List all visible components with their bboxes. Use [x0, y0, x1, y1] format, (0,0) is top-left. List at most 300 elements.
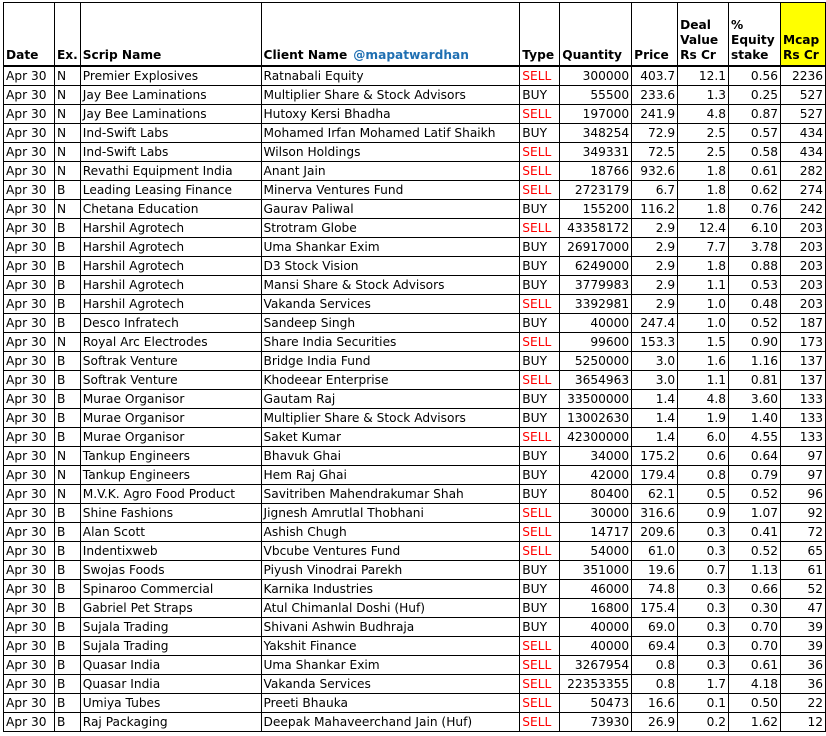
mcap-cell: 137: [780, 352, 825, 371]
exchange-cell: N: [54, 200, 80, 219]
col-header-client-label: Client Name: [263, 48, 348, 62]
client-name-cell: Vbcube Ventures Fund: [261, 542, 520, 561]
type-cell: BUY: [520, 466, 560, 485]
equity-stake-cell: 3.60: [729, 390, 781, 409]
quantity-cell: 3267954: [560, 656, 632, 675]
exchange-cell: N: [54, 333, 80, 352]
scrip-name-cell: Raj Packaging: [80, 713, 261, 732]
deal-value-cell: 6.0: [678, 428, 729, 447]
type-cell: SELL: [520, 295, 560, 314]
mcap-cell: 97: [780, 447, 825, 466]
scrip-name-cell: Softrak Venture: [80, 371, 261, 390]
scrip-name-cell: Spinaroo Commercial: [80, 580, 261, 599]
mcap-cell: 39: [780, 618, 825, 637]
price-cell: 932.6: [632, 162, 678, 181]
deal-value-cell: 0.9: [678, 504, 729, 523]
scrip-name-cell: Harshil Agrotech: [80, 276, 261, 295]
equity-stake-cell: 0.79: [729, 466, 781, 485]
type-cell: BUY: [520, 86, 560, 105]
exchange-cell: B: [54, 257, 80, 276]
date-cell: Apr 30: [4, 599, 55, 618]
exchange-cell: B: [54, 371, 80, 390]
scrip-name-cell: Shine Fashions: [80, 504, 261, 523]
quantity-cell: 40000: [560, 314, 632, 333]
exchange-cell: B: [54, 561, 80, 580]
price-cell: 175.2: [632, 447, 678, 466]
table-row: [4, 447, 826, 466]
mcap-cell: 434: [780, 143, 825, 162]
exchange-cell: N: [54, 466, 80, 485]
price-cell: 16.6: [632, 694, 678, 713]
deal-value-cell: 0.3: [678, 656, 729, 675]
scrip-name-cell: Ind-Swift Labs: [80, 124, 261, 143]
price-cell: 2.9: [632, 238, 678, 257]
table-row: [4, 105, 826, 124]
deal-value-cell: 2.5: [678, 143, 729, 162]
quantity-cell: 22353355: [560, 675, 632, 694]
client-name-cell: Deepak Mahaveerchand Jain (Huf): [261, 713, 520, 732]
price-cell: 2.9: [632, 219, 678, 238]
mcap-cell: 282: [780, 162, 825, 181]
date-cell: Apr 30: [4, 86, 55, 105]
client-name-cell: Saket Kumar: [261, 428, 520, 447]
type-cell: SELL: [520, 333, 560, 352]
client-name-cell: Vakanda Services: [261, 675, 520, 694]
type-cell: SELL: [520, 371, 560, 390]
client-name-cell: Khodeear Enterprise: [261, 371, 520, 390]
table-row: [4, 314, 826, 333]
table-row: [4, 162, 826, 181]
mcap-cell: 527: [780, 105, 825, 124]
type-cell: BUY: [520, 352, 560, 371]
table-row: [4, 276, 826, 295]
quantity-cell: 349331: [560, 143, 632, 162]
exchange-cell: B: [54, 599, 80, 618]
price-cell: 72.5: [632, 143, 678, 162]
table-row: [4, 656, 826, 675]
mcap-cell: 203: [780, 295, 825, 314]
equity-stake-cell: 0.52: [729, 314, 781, 333]
equity-stake-cell: 3.78: [729, 238, 781, 257]
scrip-name-cell: Chetana Education: [80, 200, 261, 219]
quantity-cell: 73930: [560, 713, 632, 732]
table-row: [4, 580, 826, 599]
col-header-exchange: Ex.: [54, 3, 80, 67]
mcap-line2: Rs Cr: [782, 48, 819, 62]
client-name-cell: Anant Jain: [261, 162, 520, 181]
exchange-cell: B: [54, 428, 80, 447]
type-cell: BUY: [520, 276, 560, 295]
mcap-cell: 97: [780, 466, 825, 485]
equity-stake-cell: 0.50: [729, 694, 781, 713]
quantity-cell: 34000: [560, 447, 632, 466]
client-name-cell: Mansi Share & Stock Advisors: [261, 276, 520, 295]
price-cell: 61.0: [632, 542, 678, 561]
client-name-cell: Strotram Globe: [261, 219, 520, 238]
deal-value-cell: 1.6: [678, 352, 729, 371]
type-cell: BUY: [520, 447, 560, 466]
scrip-name-cell: Umiya Tubes: [80, 694, 261, 713]
deal-value-cell: 0.6: [678, 447, 729, 466]
price-cell: 74.8: [632, 580, 678, 599]
scrip-name-cell: Gabriel Pet Straps: [80, 599, 261, 618]
deal-value-cell: 1.8: [678, 181, 729, 200]
exchange-cell: B: [54, 181, 80, 200]
mcap-cell: 36: [780, 656, 825, 675]
type-cell: BUY: [520, 580, 560, 599]
quantity-cell: 16800: [560, 599, 632, 618]
mcap-cell: 203: [780, 219, 825, 238]
price-cell: 19.6: [632, 561, 678, 580]
exchange-cell: B: [54, 295, 80, 314]
exchange-cell: B: [54, 390, 80, 409]
client-name-cell: Shivani Ashwin Budhraja: [261, 618, 520, 637]
price-cell: 2.9: [632, 276, 678, 295]
quantity-cell: 40000: [560, 637, 632, 656]
date-cell: Apr 30: [4, 675, 55, 694]
type-cell: SELL: [520, 504, 560, 523]
quantity-cell: 42300000: [560, 428, 632, 447]
date-cell: Apr 30: [4, 542, 55, 561]
client-name-cell: Hem Raj Ghai: [261, 466, 520, 485]
price-cell: 209.6: [632, 523, 678, 542]
mcap-cell: 47: [780, 599, 825, 618]
table-row: [4, 219, 826, 238]
date-cell: Apr 30: [4, 371, 55, 390]
equity-stake-cell: 0.70: [729, 618, 781, 637]
table-row: [4, 713, 826, 732]
client-name-cell: Minerva Ventures Fund: [261, 181, 520, 200]
deal-value-cell: 0.3: [678, 618, 729, 637]
exchange-cell: B: [54, 713, 80, 732]
equity-stake-cell: 1.07: [729, 504, 781, 523]
date-cell: Apr 30: [4, 485, 55, 504]
scrip-name-cell: Desco Infratech: [80, 314, 261, 333]
type-cell: SELL: [520, 542, 560, 561]
equity-stake-cell: 0.88: [729, 257, 781, 276]
table-row: [4, 675, 826, 694]
scrip-name-cell: Leading Leasing Finance: [80, 181, 261, 200]
price-cell: 247.4: [632, 314, 678, 333]
equity-stake-line2: Equity: [731, 33, 775, 47]
type-cell: SELL: [520, 66, 560, 86]
date-cell: Apr 30: [4, 333, 55, 352]
client-name-cell: Multiplier Share & Stock Advisors: [261, 409, 520, 428]
equity-stake-cell: 4.18: [729, 675, 781, 694]
col-header-price: Price: [632, 3, 678, 67]
deal-value-cell: 2.5: [678, 124, 729, 143]
table-row: [4, 466, 826, 485]
table-row: [4, 637, 826, 656]
mcap-cell: 187: [780, 314, 825, 333]
scrip-name-cell: Ind-Swift Labs: [80, 143, 261, 162]
price-cell: 153.3: [632, 333, 678, 352]
scrip-name-cell: Royal Arc Electrodes: [80, 333, 261, 352]
deal-rows: [4, 66, 826, 732]
quantity-cell: 30000: [560, 504, 632, 523]
date-cell: Apr 30: [4, 143, 55, 162]
deal-value-line3: Rs Cr: [680, 48, 716, 62]
type-cell: SELL: [520, 523, 560, 542]
deal-value-cell: 0.3: [678, 637, 729, 656]
client-name-cell: Multiplier Share & Stock Advisors: [261, 86, 520, 105]
deal-value-cell: 0.5: [678, 485, 729, 504]
deal-value-cell: 1.9: [678, 409, 729, 428]
scrip-name-cell: Murae Organisor: [80, 390, 261, 409]
client-name-cell: D3 Stock Vision: [261, 257, 520, 276]
date-cell: Apr 30: [4, 447, 55, 466]
scrip-name-cell: Quasar India: [80, 675, 261, 694]
mcap-cell: 2236: [780, 66, 825, 86]
quantity-cell: 99600: [560, 333, 632, 352]
equity-stake-cell: 1.40: [729, 409, 781, 428]
date-cell: Apr 30: [4, 105, 55, 124]
price-cell: 175.4: [632, 599, 678, 618]
type-cell: SELL: [520, 694, 560, 713]
type-cell: SELL: [520, 428, 560, 447]
price-cell: 0.8: [632, 675, 678, 694]
table-row: [4, 143, 826, 162]
type-cell: BUY: [520, 238, 560, 257]
deal-value-cell: 12.1: [678, 66, 729, 86]
deal-value-cell: 1.8: [678, 257, 729, 276]
client-name-cell: Atul Chimanlal Doshi (Huf): [261, 599, 520, 618]
deal-value-cell: 7.7: [678, 238, 729, 257]
col-header-date: Date: [4, 3, 55, 67]
table-row: [4, 599, 826, 618]
date-cell: Apr 30: [4, 219, 55, 238]
exchange-cell: B: [54, 542, 80, 561]
type-cell: SELL: [520, 637, 560, 656]
deal-value-cell: 1.8: [678, 200, 729, 219]
deal-value-cell: 1.0: [678, 295, 729, 314]
exchange-cell: B: [54, 314, 80, 333]
scrip-name-cell: Harshil Agrotech: [80, 295, 261, 314]
equity-stake-cell: 0.58: [729, 143, 781, 162]
table-row: [4, 371, 826, 390]
equity-stake-cell: 0.57: [729, 124, 781, 143]
date-cell: Apr 30: [4, 257, 55, 276]
quantity-cell: 6249000: [560, 257, 632, 276]
equity-stake-cell: 0.52: [729, 485, 781, 504]
bulk-deals-table: [3, 2, 826, 732]
scrip-name-cell: Tankup Engineers: [80, 466, 261, 485]
client-name-cell: Wilson Holdings: [261, 143, 520, 162]
table-row: [4, 124, 826, 143]
equity-stake-cell: 0.61: [729, 656, 781, 675]
client-name-cell: Jignesh Amrutlal Thobhani: [261, 504, 520, 523]
quantity-cell: 46000: [560, 580, 632, 599]
date-cell: Apr 30: [4, 124, 55, 143]
quantity-cell: 55500: [560, 86, 632, 105]
quantity-cell: 300000: [560, 66, 632, 86]
mcap-line1: Mcap: [782, 33, 820, 47]
mcap-cell: 72: [780, 523, 825, 542]
scrip-name-cell: Jay Bee Laminations: [80, 86, 261, 105]
table-row: [4, 181, 826, 200]
client-name-cell: Mohamed Irfan Mohamed Latif Shaikh: [261, 124, 520, 143]
mcap-cell: 173: [780, 333, 825, 352]
client-name-cell: Vakanda Services: [261, 295, 520, 314]
type-cell: BUY: [520, 257, 560, 276]
equity-stake-cell: 1.16: [729, 352, 781, 371]
price-cell: 241.9: [632, 105, 678, 124]
client-name-cell: Karnika Industries: [261, 580, 520, 599]
equity-stake-cell: 4.55: [729, 428, 781, 447]
price-cell: 69.0: [632, 618, 678, 637]
mcap-cell: 52: [780, 580, 825, 599]
price-cell: 179.4: [632, 466, 678, 485]
deal-value-cell: 0.7: [678, 561, 729, 580]
quantity-cell: 33500000: [560, 390, 632, 409]
twitter-handle: @mapatwardhan: [353, 48, 469, 62]
price-cell: 0.8: [632, 656, 678, 675]
type-cell: BUY: [520, 390, 560, 409]
quantity-cell: 348254: [560, 124, 632, 143]
mcap-cell: 133: [780, 409, 825, 428]
col-header-type: Type: [520, 3, 560, 67]
deal-value-cell: 0.1: [678, 694, 729, 713]
exchange-cell: N: [54, 485, 80, 504]
deal-value-cell: 0.3: [678, 599, 729, 618]
table-row: [4, 618, 826, 637]
quantity-cell: 42000: [560, 466, 632, 485]
equity-stake-cell: 0.25: [729, 86, 781, 105]
header-row: [4, 3, 826, 67]
type-cell: SELL: [520, 162, 560, 181]
date-cell: Apr 30: [4, 66, 55, 86]
equity-stake-cell: 6.10: [729, 219, 781, 238]
equity-stake-cell: 0.62: [729, 181, 781, 200]
equity-stake-cell: 0.90: [729, 333, 781, 352]
price-cell: 6.7: [632, 181, 678, 200]
table-row: [4, 504, 826, 523]
deal-value-cell: 1.5: [678, 333, 729, 352]
table-row: [4, 333, 826, 352]
exchange-cell: B: [54, 580, 80, 599]
mcap-cell: 203: [780, 238, 825, 257]
deal-value-cell: 0.8: [678, 466, 729, 485]
mcap-cell: 274: [780, 181, 825, 200]
type-cell: BUY: [520, 409, 560, 428]
mcap-cell: 527: [780, 86, 825, 105]
deal-value-cell: 12.4: [678, 219, 729, 238]
exchange-cell: B: [54, 276, 80, 295]
mcap-cell: 39: [780, 637, 825, 656]
date-cell: Apr 30: [4, 580, 55, 599]
table-row: [4, 523, 826, 542]
type-cell: BUY: [520, 200, 560, 219]
col-header-client: [261, 3, 520, 67]
date-cell: Apr 30: [4, 295, 55, 314]
quantity-cell: 3779983: [560, 276, 632, 295]
client-name-cell: Piyush Vinodrai Parekh: [261, 561, 520, 580]
deal-value-line1: Deal: [680, 18, 711, 32]
col-header-scrip: Scrip Name: [80, 3, 261, 67]
table-row: [4, 390, 826, 409]
exchange-cell: B: [54, 618, 80, 637]
mcap-cell: 61: [780, 561, 825, 580]
date-cell: Apr 30: [4, 314, 55, 333]
exchange-cell: B: [54, 409, 80, 428]
exchange-cell: B: [54, 219, 80, 238]
mcap-cell: 133: [780, 428, 825, 447]
client-name-cell: Uma Shankar Exim: [261, 656, 520, 675]
client-name-cell: Yakshit Finance: [261, 637, 520, 656]
quantity-cell: 5250000: [560, 352, 632, 371]
quantity-cell: 155200: [560, 200, 632, 219]
scrip-name-cell: M.V.K. Agro Food Product: [80, 485, 261, 504]
scrip-name-cell: Harshil Agrotech: [80, 219, 261, 238]
quantity-cell: 14717: [560, 523, 632, 542]
exchange-cell: B: [54, 523, 80, 542]
price-cell: 1.4: [632, 390, 678, 409]
mcap-cell: 96: [780, 485, 825, 504]
table-row: [4, 238, 826, 257]
client-name-cell: Sandeep Singh: [261, 314, 520, 333]
exchange-cell: N: [54, 66, 80, 86]
deal-value-cell: 1.7: [678, 675, 729, 694]
client-name-cell: Gautam Raj: [261, 390, 520, 409]
scrip-name-cell: Sujala Trading: [80, 618, 261, 637]
deal-value-cell: 1.1: [678, 371, 729, 390]
exchange-cell: B: [54, 238, 80, 257]
quantity-cell: 18766: [560, 162, 632, 181]
exchange-cell: N: [54, 124, 80, 143]
mcap-cell: 137: [780, 371, 825, 390]
price-cell: 2.9: [632, 295, 678, 314]
exchange-cell: N: [54, 143, 80, 162]
scrip-name-cell: Alan Scott: [80, 523, 261, 542]
exchange-cell: N: [54, 105, 80, 124]
date-cell: Apr 30: [4, 352, 55, 371]
col-header-equity-stake: [729, 3, 781, 67]
date-cell: Apr 30: [4, 618, 55, 637]
equity-stake-cell: 0.87: [729, 105, 781, 124]
deal-value-cell: 1.1: [678, 276, 729, 295]
quantity-cell: 40000: [560, 618, 632, 637]
price-cell: 1.4: [632, 428, 678, 447]
price-cell: 3.0: [632, 371, 678, 390]
type-cell: SELL: [520, 656, 560, 675]
price-cell: 3.0: [632, 352, 678, 371]
mcap-cell: 203: [780, 257, 825, 276]
scrip-name-cell: Jay Bee Laminations: [80, 105, 261, 124]
deal-value-cell: 1.0: [678, 314, 729, 333]
mcap-cell: 92: [780, 504, 825, 523]
table-row: [4, 485, 826, 504]
table-row: [4, 66, 826, 86]
equity-stake-cell: 0.81: [729, 371, 781, 390]
quantity-cell: 50473: [560, 694, 632, 713]
quantity-cell: 3392981: [560, 295, 632, 314]
client-name-cell: Ashish Chugh: [261, 523, 520, 542]
price-cell: 72.9: [632, 124, 678, 143]
price-cell: 233.6: [632, 86, 678, 105]
price-cell: 69.4: [632, 637, 678, 656]
scrip-name-cell: Revathi Equipment India: [80, 162, 261, 181]
mcap-cell: 203: [780, 276, 825, 295]
type-cell: BUY: [520, 618, 560, 637]
equity-stake-cell: 0.66: [729, 580, 781, 599]
equity-stake-cell: 0.52: [729, 542, 781, 561]
client-name-cell: Ratnabali Equity: [261, 66, 520, 86]
table-row: [4, 409, 826, 428]
scrip-name-cell: Sujala Trading: [80, 637, 261, 656]
table-row: [4, 257, 826, 276]
col-header-quantity: Quantity: [560, 3, 632, 67]
date-cell: Apr 30: [4, 713, 55, 732]
